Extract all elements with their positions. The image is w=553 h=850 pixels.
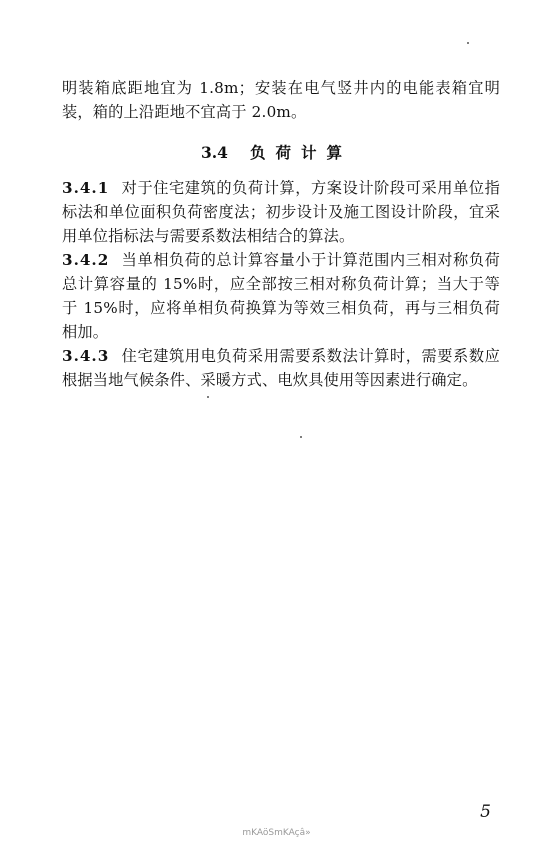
clause-number: 3.4.1 bbox=[62, 179, 110, 197]
clause-number: 3.4.3 bbox=[62, 347, 110, 365]
clause-text: 当单相负荷的总计算容量小于计算范围内三相对称负荷总计算容量的 15%时，应全部按三相对称负荷计算；当大于等于 15%时，应将单相负荷换算为等效三相负荷，再与三相负荷相加。 bbox=[62, 251, 500, 341]
clause-3-4-2 bbox=[62, 248, 500, 344]
scan-speck bbox=[300, 436, 302, 438]
clause-number: 3.4.2 bbox=[62, 251, 110, 269]
scan-speck bbox=[467, 42, 469, 44]
clause-text: 住宅建筑用电负荷采用需要系数法计算时，需要系数应根据当地气候条件、采暖方式、电炊具使用等因素进行确定。 bbox=[62, 347, 500, 389]
section-heading bbox=[0, 141, 553, 163]
scan-speck bbox=[207, 396, 209, 398]
section-number: 3.4 bbox=[201, 143, 228, 162]
clause-text: 对于住宅建筑的负荷计算，方案设计阶段可采用单位指标法和单位面积负荷密度法；初步设计及施工图设计阶段，宜采用单位指标法与需要系数法相结合的算法。 bbox=[62, 179, 500, 245]
page-number: 5 bbox=[480, 802, 491, 822]
clause-3-4-3 bbox=[62, 344, 500, 392]
clause-3-4-1 bbox=[62, 176, 500, 248]
section-title: 负荷计算 bbox=[249, 143, 352, 162]
intro-paragraph: 明装箱底距地宜为 1.8m；安装在电气竖井内的电能表箱宜明装，箱的上沿距地不宜高于 2.0m。 bbox=[62, 79, 500, 121]
footer-watermark: mKAöSmKAçâ» bbox=[242, 828, 311, 838]
